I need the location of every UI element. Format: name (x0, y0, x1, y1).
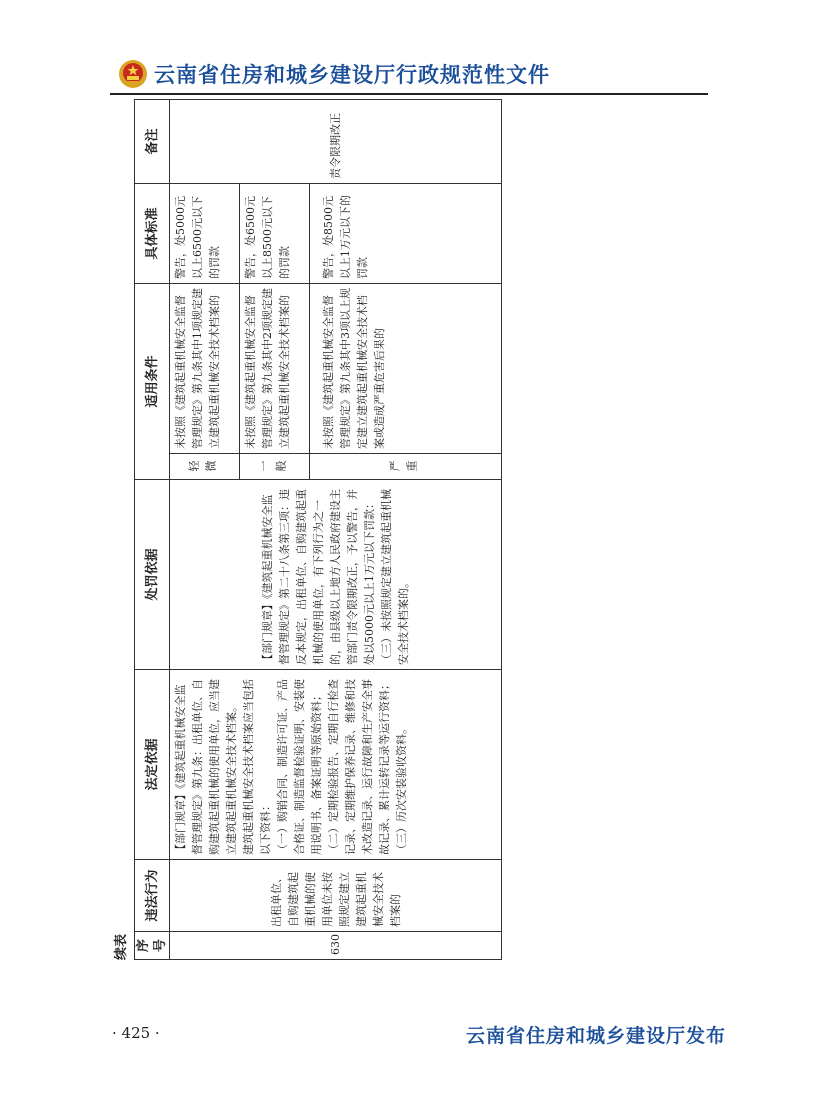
condition-severe: 未按照《建筑起重机械安全监督管理规定》第九条其中3项以上规定建立建筑起重机械安全技术档案或造成严重危害后果的 (310, 283, 502, 453)
footer-publisher: 云南省住房和城乡建设厅发布 (466, 1025, 727, 1047)
col-header-seq: 序号 (135, 932, 170, 960)
table-header-row (135, 99, 170, 959)
continued-label: 续表 (114, 933, 129, 960)
standard-minor: 警告，处5000元以上6500元以下的罚款 (170, 183, 240, 283)
legal-basis-line-5: （三）历次安装验收资料。 (395, 723, 408, 855)
col-header-violation: 违法行为 (135, 860, 170, 932)
standard-general: 警告，处6500元以上8500元以下的罚款 (240, 183, 310, 283)
standard-severe: 警告，处8500元以上1万元以下的罚款 (310, 183, 502, 283)
col-header-standard: 具体标准 (135, 183, 170, 283)
level-severe: 严重 (310, 454, 502, 480)
header-title: 云南省住房和城乡建设厅行政规范性文件 (154, 63, 550, 87)
row-seq: 630 (170, 932, 502, 960)
document-header (118, 56, 718, 92)
row-legal-basis (170, 670, 502, 860)
col-header-remark: 备注 (135, 99, 170, 183)
national-emblem-icon (118, 59, 148, 89)
col-header-condition: 适用条件 (135, 283, 170, 479)
condition-general: 未按照《建筑起重机械安全监督管理规定》第九条其中2项规定建立建筑起重机械安全技术档案的 (240, 283, 310, 453)
penalty-table (134, 99, 502, 960)
table-row (170, 99, 240, 959)
page-number: · 425 · (112, 1024, 160, 1042)
rotated-table-container (110, 100, 502, 960)
legal-basis-line-2: 建筑起重机械安全技术档案应当包括以下资料： (242, 679, 272, 855)
row-remark: 责令限期改正 (170, 99, 502, 183)
penalty-basis-line-2: （三）未按照规定建立建筑起重机械安全技术档案的。 (380, 489, 410, 665)
penalty-basis-line-1: 【部门规章】《建筑起重机械安全监督管理规定》第二十八条第三项：违反本规定，出租单位、自购建筑起重机械的使用单位，有下列行为之一的，由县级以上地方人民政府建设主管部门责令限期改正，予以警告，并处以5000元以上1万元以下罚款： (261, 489, 376, 665)
legal-basis-line-1: 【部门规章】《建筑起重机械安全监督管理规定》第九条：出租单位、自购建筑起重机械的使用单位，应当建立建筑起重机械安全技术档案。 (174, 679, 238, 855)
level-general: 一般 (240, 454, 310, 480)
header-divider (110, 93, 708, 95)
col-header-penalty-basis: 处罚依据 (135, 480, 170, 670)
row-violation: 出租单位、自购建筑起重机械的使用单位未按照规定建立建筑起重机械安全技术档案的 (170, 860, 502, 932)
condition-minor: 未按照《建筑起重机械安全监督管理规定》第九条其中1项规定建立建筑起重机械安全技术档案的 (170, 283, 240, 453)
legal-basis-line-3: （一）购销合同、制造许可证、产品合格证、制造监督检验证明、安装使用说明书、备案证明等原始资料； (276, 679, 323, 855)
legal-basis-line-4: （二）定期检验报告、定期自行检查记录、定期维护保养记录、维修和技术改造记录、运行故障和生产安全事故记录、累计运转记录等运行资料； (327, 679, 391, 855)
level-minor: 轻微 (170, 454, 240, 480)
row-penalty-basis (170, 480, 502, 670)
col-header-legal-basis: 法定依据 (135, 670, 170, 860)
